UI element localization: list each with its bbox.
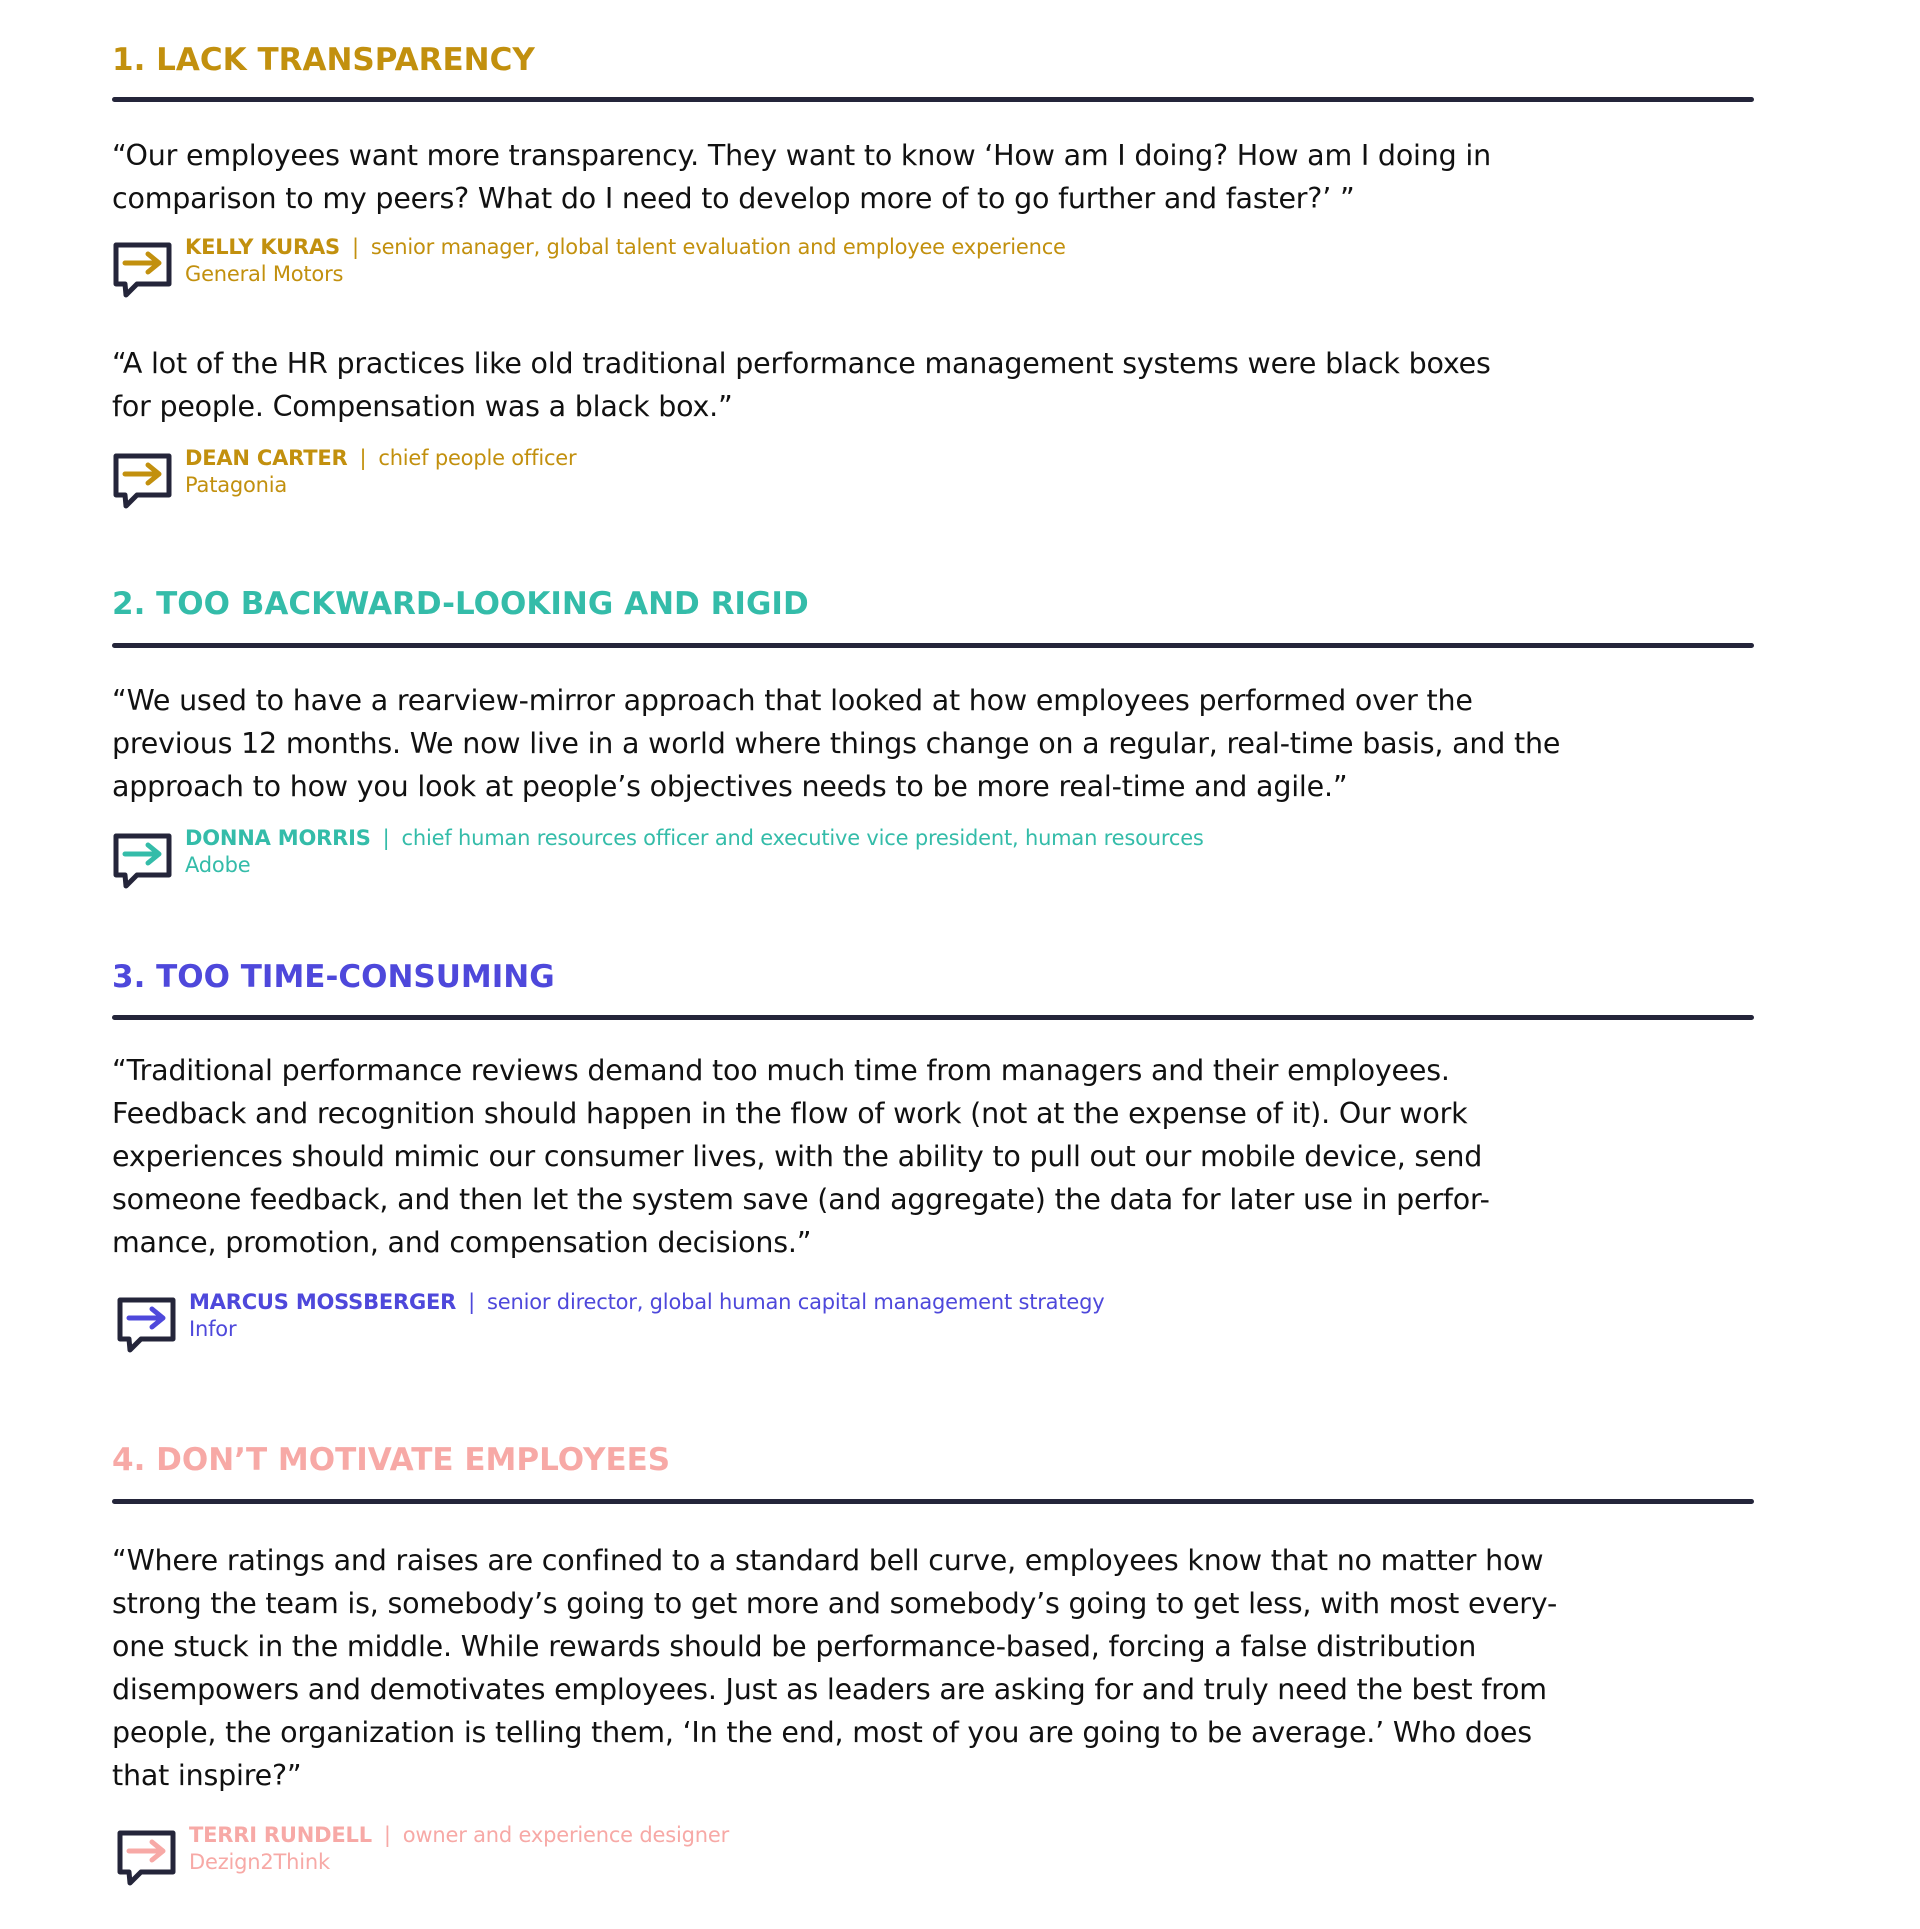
section-divider: [112, 643, 1754, 648]
person-name: DEAN CARTER: [185, 446, 348, 470]
speech-bubble-arrow-icon: [113, 242, 173, 298]
quote: [112, 1539, 1672, 1797]
quote-line: disempowers and demotivates employees. Just as leaders are asking for and truly need the best from: [112, 1673, 1547, 1706]
company-name: General Motors: [185, 262, 344, 286]
speech-bubble-outline: [120, 1300, 173, 1350]
quote-line: experiences should mimic our consumer lives, with the ability to pull out our mobile device, send: [112, 1140, 1483, 1173]
section-divider: [112, 1499, 1754, 1504]
person-name: TERRI RUNDELL: [189, 1823, 372, 1847]
person-name: KELLY KURAS: [185, 235, 340, 259]
separator: |: [351, 235, 359, 259]
speech-bubble-outline: [116, 456, 169, 506]
quote-line: for people. Compensation was a black box.”: [112, 390, 733, 423]
separator: |: [359, 446, 367, 470]
attribution-text: [189, 1289, 1104, 1343]
speech-bubble-arrow-icon: [117, 1297, 177, 1353]
quote-line: strong the team is, somebody’s going to get more and somebody’s going to get less, with most every-: [112, 1587, 1558, 1620]
quote: [112, 1049, 1672, 1264]
company-name: Adobe: [185, 853, 251, 877]
speech-bubble-outline: [120, 1833, 173, 1883]
person-role: chief human resources officer and executive vice president, human resources: [401, 826, 1204, 850]
quote-line: comparison to my peers? What do I need to develop more of to go further and faster?’ ”: [112, 182, 1355, 215]
person-name: MARCUS MOSSBERGER: [189, 1290, 457, 1314]
section-divider: [112, 97, 1754, 102]
speech-bubble-outline: [116, 836, 169, 886]
quote: [112, 134, 1672, 220]
separator: |: [468, 1290, 476, 1314]
quote-line: people, the organization is telling them, ‘In the end, most of you are going to be average.’ Who does: [112, 1716, 1532, 1749]
speech-bubble-arrow-icon: [113, 453, 173, 509]
person-role: senior director, global human capital management strategy: [487, 1290, 1105, 1314]
quote-line: “Traditional performance reviews demand too much time from managers and their employees.: [112, 1054, 1450, 1087]
speech-bubble-outline: [116, 245, 169, 295]
quote-line: “Where ratings and raises are confined to a standard bell curve, employees know that no matter how: [112, 1544, 1544, 1577]
section-divider: [112, 1015, 1754, 1020]
quote-line: Feedback and recognition should happen in the flow of work (not at the expense of it). Our work: [112, 1097, 1468, 1130]
section-heading-dont-motivate: 4. DON’T MOTIVATE EMPLOYEES: [112, 1442, 671, 1478]
separator: |: [382, 826, 390, 850]
company-name: Infor: [189, 1317, 237, 1341]
company-name: Dezign2Think: [189, 1850, 330, 1874]
person-role: owner and experience designer: [402, 1823, 729, 1847]
attribution-text: [185, 445, 576, 499]
quote-line: “Our employees want more transparency. They want to know ‘How am I doing? How am I doing in: [112, 139, 1491, 172]
speech-bubble-arrow-icon: [117, 1830, 177, 1886]
quote-line: “We used to have a rearview-mirror approach that looked at how employees performed over the: [112, 684, 1473, 717]
quote: [112, 679, 1672, 808]
quote-line: someone feedback, and then let the system save (and aggregate) the data for later use in perfor-: [112, 1183, 1490, 1216]
attribution-text: [185, 825, 1204, 879]
quote-line: that inspire?”: [112, 1759, 302, 1792]
quote-line: “A lot of the HR practices like old traditional performance management systems were black boxes: [112, 347, 1491, 380]
separator: |: [383, 1823, 391, 1847]
person-name: DONNA MORRIS: [185, 826, 371, 850]
attribution-text: [185, 234, 1066, 288]
section-heading-backward-looking: 2. TOO BACKWARD-LOOKING AND RIGID: [112, 586, 809, 622]
attribution-text: [189, 1822, 729, 1876]
quote-line: one stuck in the middle. While rewards should be performance-based, forcing a false distribution: [112, 1630, 1477, 1663]
quote-line: mance, promotion, and compensation decisions.”: [112, 1226, 812, 1259]
section-heading-lack-transparency: 1. LACK TRANSPARENCY: [112, 42, 535, 78]
person-role: senior manager, global talent evaluation and employee experience: [370, 235, 1066, 259]
section-heading-time-consuming: 3. TOO TIME-CONSUMING: [112, 959, 555, 995]
quote: [112, 342, 1672, 428]
quote-line: previous 12 months. We now live in a world where things change on a regular, real-time basis, and the: [112, 727, 1561, 760]
quote-line: approach to how you look at people’s objectives needs to be more real-time and agile.”: [112, 770, 1348, 803]
person-role: chief people officer: [378, 446, 577, 470]
speech-bubble-arrow-icon: [113, 833, 173, 889]
company-name: Patagonia: [185, 473, 288, 497]
